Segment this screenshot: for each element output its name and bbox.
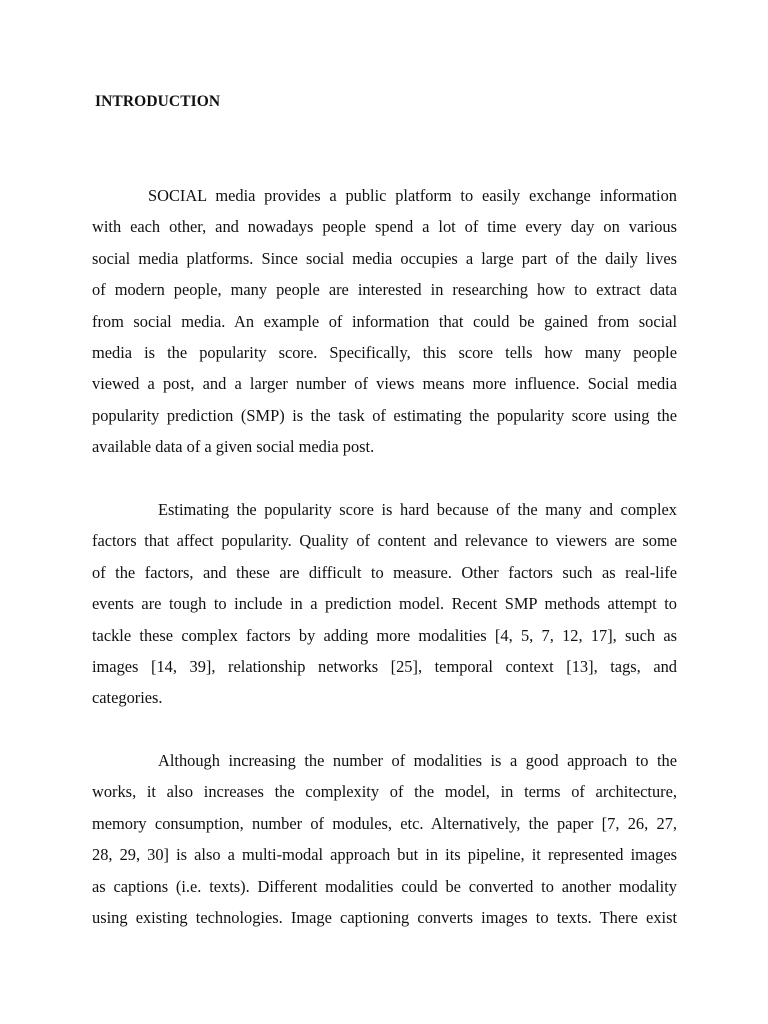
text-line: Estimating the popularity score is hard because of the many and complex (158, 500, 677, 519)
section-heading: INTRODUCTION (95, 93, 221, 110)
text-line: Although increasing the number of modalities is a good approach to the (158, 751, 677, 770)
text-line: media is the popularity score. Specifically, this score tells how many people (92, 342, 677, 362)
text-line: of modern people, many people are interested in researching how to extract data (92, 280, 677, 300)
paragraph-1 (92, 180, 677, 463)
text-line: from social media. An example of information that could be gained from social (92, 311, 677, 331)
text-line: social media platforms. Since social media occupies a large part of the daily lives (92, 248, 677, 268)
text-line: of the factors, and these are difficult to measure. Other factors such as real-life (92, 562, 677, 582)
text-line: viewed a post, and a larger number of views means more influence. Social media (92, 374, 677, 394)
text-line: images [14, 39], relationship networks [25], temporal context [13], tags, and (92, 656, 677, 676)
text-line: memory consumption, number of modules, etc. Alternatively, the paper [7, 26, 27, (92, 813, 677, 833)
text-line: using existing technologies. Image captioning converts images to texts. There exist (92, 907, 677, 927)
text-line: as captions (i.e. texts). Different modalities could be converted to another modality (92, 876, 677, 896)
text-line: popularity prediction (SMP) is the task of estimating the popularity score using the (92, 405, 677, 425)
text-line: with each other, and nowadays people spend a lot of time every day on various (92, 217, 677, 237)
text-line: categories. (92, 688, 163, 708)
paragraph-2 (92, 494, 677, 714)
text-line: SOCIAL media provides a public platform to easily exchange information (148, 186, 677, 205)
text-line: 28, 29, 30] is also a multi-modal approach but in its pipeline, it represented images (92, 845, 677, 865)
paragraph-3 (92, 745, 677, 933)
text-line: factors that affect popularity. Quality of content and relevance to viewers are some (92, 531, 677, 551)
text-line: tackle these complex factors by adding more modalities [4, 5, 7, 12, 17], such as (92, 625, 677, 645)
text-line: events are tough to include in a prediction model. Recent SMP methods attempt to (92, 594, 677, 614)
text-line: available data of a given social media post. (92, 437, 375, 457)
text-line: works, it also increases the complexity of the model, in terms of architecture, (92, 782, 677, 802)
